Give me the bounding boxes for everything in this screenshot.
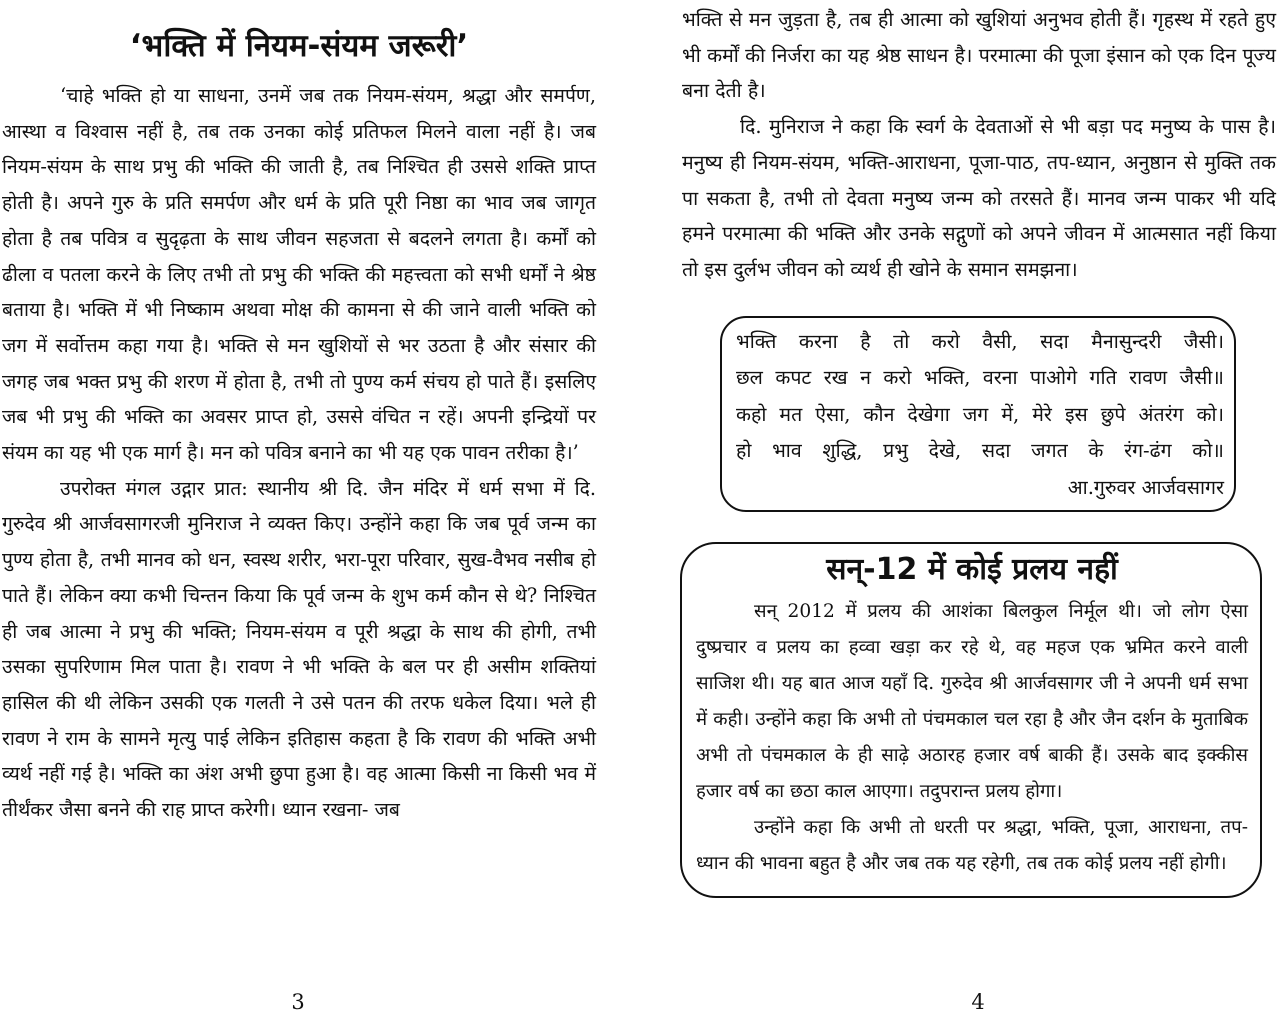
right-text-block	[682, 2, 1276, 288]
right-page	[660, 0, 1280, 1013]
left-paragraph-report: उपरोक्त मंगल उद्गार प्रात: स्थानीय श्री दि. जैन मंदिर में धर्म सभा में दि. गुरुदेव श्री आर्जवसागरजी मुनिराज ने व्यक्त किए। उन्होंने कहा कि जब पूर्व जन्म का पुण्य होता है, तभी मानव को धन, स्वस्थ शरीर, भरा-पूरा परिवार, सुख-वैभव नसीब हो पाते हैं। लेकिन क्या कभी चिन्तन किया कि पूर्व जन्म के शुभ कर्म कौन से थे? निश्चित ही जब आत्मा ने प्रभु की भक्ति; नियम-संयम व पूरी श्रद्धा के साथ की होगी, तभी उसका सुपरिणाम मिल पाता है। रावण ने भी भक्ति के बल पर ही असीम शक्तियां हासिल की थी लेकिन उसकी एक गलती ने उसे पतन की तरफ धकेल दिया। भले ही रावण ने राम के सामने मृत्यु पाई लेकिन इतिहास कहता है कि रावण की भक्ति अभी व्यर्थ नहीं गई है। भक्ति का अंश अभी छुपा हुआ है। वह आत्मा किसी ना किसी भव में तीर्थंकर जैसा बनने की राह प्राप्त करेगी। ध्यान रखना- जब	[2, 476, 596, 822]
article-paragraph: सन् 2012 में प्रलय की आशंका बिलकुल निर्मूल थी। जो लोग ऐसा दुष्प्रचार व प्रलय का हव्वा खड़ा कर रहे थे, वह महज एक भ्रमित करने वाली साजिश थी। यह बात आज यहाँ दि. गुरुदेव श्री आर्जवसागर जी ने अपनी धर्म सभा में कही। उन्होंने कहा कि अभी तो पंचमकाल चल रहा है और जैन दर्शन के मुताबिक अभी तो पंचमकाल के ही साढ़े अठारह हजार वर्ष बाकी हैं। उसके बाद इक्कीस हजार वर्ष का छठा काल आएगा। तदुपरान्त प्रलय होगा।	[696, 601, 1248, 803]
left-page	[0, 0, 610, 1013]
left-paragraph-quote: ‘चाहे भक्ति हो या साधना, उनमें जब तक नियम-संयम, श्रद्धा और समर्पण, आस्था व विश्वास नहीं है, तब तक उनका कोई प्रतिफल मिलने वाला नहीं है। जब नियम-संयम के साथ प्रभु की भक्ति की जाती है, तब निश्चित ही उससे शक्ति प्राप्त होती है। अपने गुरु के प्रति समर्पण और धर्म के प्रति पूरी निष्ठा का भाव जब जागृत होता है तब पवित्र व सुदृढ़ता के साथ जीवन सहजता से बदलने लगता है। कर्मों को ढीला व पतला करने के लिए तभी तो प्रभु की भक्ति की महत्त्वता को सभी धर्मों ने श्रेष्ठ बताया है। भक्ति में भी निष्काम अथवा मोक्ष की कामना से की जाने वाली भक्ति को जग में सर्वोत्तम कहा गया है। भक्ति से मन खुशियों से भर उठता है और संसार की जगह जब भक्त प्रभु की शरण में होता है, तभी तो पुण्य कर्म संचय हो पाते हैं। इसलिए जब भी प्रभु की भक्ति का अवसर प्राप्त हो, उससे वंचित न रहें। अपनी इन्द्रियों पर संयम का यह भी एक मार्ग है। मन को पवित्र बनाने का भी यह एक पावन तरीका है।’	[2, 84, 596, 465]
book-gutter	[626, 0, 654, 1013]
poem-attribution: आ.गुरुवर आर्जवसागर	[1067, 475, 1224, 499]
left-page-title: ‘भक्ति में नियम-संयम जरूरी’	[129, 28, 469, 64]
poem-line: हो भाव शुद्धि, प्रभु देखे, सदा जगत के रंग-ढंग को॥	[736, 439, 1224, 463]
article-title: सन्-12 में कोई प्रलय नहीं	[826, 552, 1118, 588]
poem-line: कहो मत ऐसा, कौन देखेगा जग में, मेरे इस छुपे अंतरंग को।	[736, 402, 1224, 426]
article-box	[680, 542, 1262, 898]
poem-line: भक्ति करना है तो करो वैसी, सदा मैनासुन्दरी जैसी।	[736, 329, 1224, 353]
page-number-right: 4	[971, 990, 985, 1014]
poem-box	[720, 316, 1236, 513]
poem-line: छल कपट रख न करो भक्ति, वरना पाओगे गति रावण जैसी॥	[736, 366, 1224, 390]
article-paragraph: उन्होंने कहा कि अभी तो धरती पर श्रद्धा, भक्ति, पूजा, आराधना, तप-ध्यान की भावना बहुत है और जब तक यह रहेगी, तब तक कोई प्रलय नहीं होगी।	[696, 817, 1248, 875]
right-paragraph-munirāj: दि. मुनिराज ने कहा कि स्वर्ग के देवताओं से भी बड़ा पद मनुष्य के पास है। मनुष्य ही नियम-संयम, भक्ति-आराधना, पूजा-पाठ, तप-ध्यान, अनुष्ठान से मुक्ति तक पा सकता है, तभी तो देवता मनुष्य जन्म को तरसते हैं। मानव जन्म पाकर भी यदि हमने परमात्मा की भक्ति और उनके सद्गुणों को अपने जीवन में आत्मसात नहीं किया तो इस दुर्लभ जीवन को व्यर्थ ही खोने के समान समझना।	[682, 115, 1276, 281]
right-paragraph-continued: भक्ति से मन जुड़ता है, तब ही आत्मा को खुशियां अनुभव होती हैं। गृहस्थ में रहते हुए भी कर्मों की निर्जरा का यह श्रेष्ठ साधन है। परमात्मा की पूजा इंसान को एक दिन पूज्य बना देती है।	[682, 8, 1276, 103]
page-number-left: 3	[291, 990, 305, 1014]
